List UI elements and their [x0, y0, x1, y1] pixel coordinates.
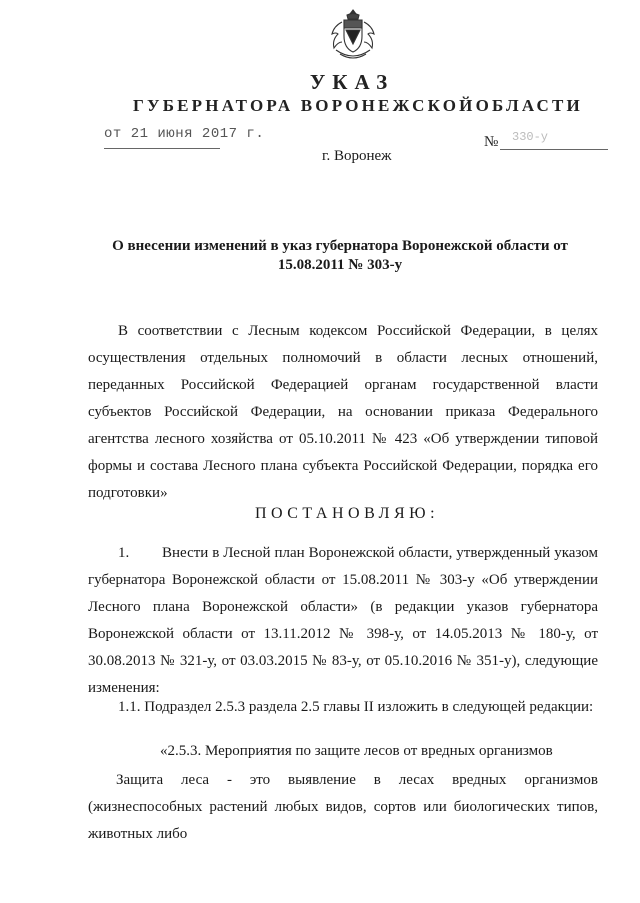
- item-1-number: 1.: [118, 545, 130, 561]
- city: г. Воронеж: [322, 148, 392, 164]
- date-underline: [104, 148, 220, 149]
- subject-line-1: О внесении изменений в указ губернатора Воронежской области от: [112, 238, 568, 254]
- section-heading: «2.5.3. Мероприятия по защите лесов от вредных организмов: [160, 743, 553, 759]
- coat-of-arms-emblem: [322, 6, 384, 64]
- preamble-paragraph: В соответствии с Лесным кодексом Российской Федерации, в целях осуществления отдельных полномочий в области лесных отношений, переданных Российской Федерацией органам государственной власти субъектов Российской Федерации, на основании приказа Федерального агентства лесного хозяйства от 05.10.2011 № 423 «Об утверждении типовой формы и состава Лесного плана субъекта Российской Федерации, порядка его подготовки»: [88, 323, 598, 501]
- last-paragraph: Защита леса - это выявление в лесах вредных организмов (жизнеспособных растений любых видов, сортов или биологических типов, животных либо: [88, 772, 598, 842]
- item-1-1: 1.1. Подраздел 2.5.3 раздела 2.5 главы II изложить в следующей редакции:: [118, 699, 594, 715]
- subject-line-2: 15.08.2011 № 303-у: [277, 257, 403, 273]
- number-underline: [500, 149, 608, 150]
- decree-number: 330-у: [512, 130, 549, 144]
- decree-word: ПОСТАНОВЛЯЮ:: [254, 505, 440, 522]
- issuer-title: ГУБЕРНАТОРА ВОРОНЕЖСКОЙОБЛАСТИ: [133, 96, 583, 115]
- decree-subject: [100, 237, 580, 275]
- number-label: №: [484, 134, 499, 150]
- item-1-text: Внести в Лесной план Воронежской области, утвержденный указом губернатора Воронежской области от 15.08.2011 № 303-у «Об утверждении Лесного плана Воронежской области» (в редакции указов губернатора Воронежской области от 13.11.2012 № 398-у, от 14.05.2013 № 180-у, от 30.08.2013 № 321-у, от 03.03.2015 № 83-у, от 05.10.2016 № 351-у), следующие изменения:: [88, 545, 598, 696]
- document-title: УКАЗ: [309, 70, 395, 94]
- decree-date: от 21 июня 2017 г.: [104, 126, 265, 142]
- item-1: [88, 540, 598, 702]
